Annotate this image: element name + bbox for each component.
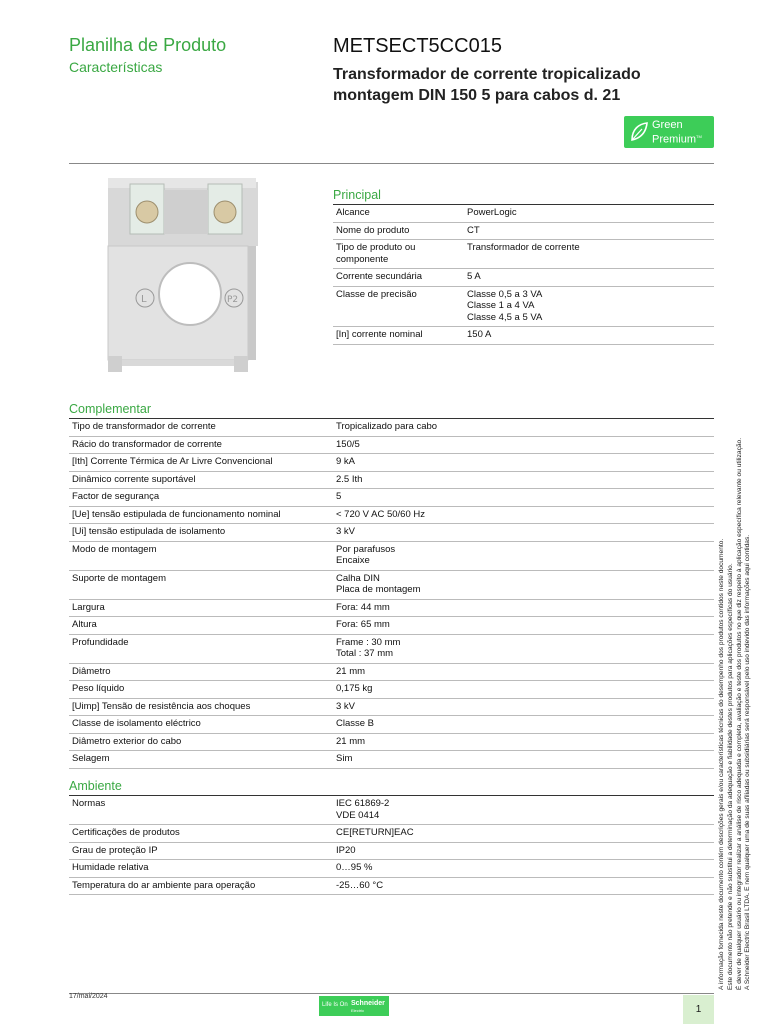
spec-value: 2.5 Ith bbox=[333, 471, 714, 489]
leaf-icon bbox=[629, 121, 649, 143]
section-title-complementar: Complementar bbox=[69, 402, 151, 416]
disclaimer-line: A Schneider Electric Brasil LTDA. E nem qualquer uma de suas afiliadas ou subsidiárias será responsável pelo uso indevido das informações aqui contidas. bbox=[744, 534, 752, 990]
disclaimer-line: A informação fornecida neste documento contém descrições gerais e/ou características técnicas do desempenho dos produtos contidos neste documento. bbox=[718, 538, 725, 990]
spec-value: 0,175 kg bbox=[333, 681, 714, 699]
spec-label: Modo de montagem bbox=[69, 541, 333, 570]
spec-row bbox=[333, 205, 714, 223]
disclaimer-line: Este documento não pretende e não substitui a determinação da adequação e fiabilidade destes produtos para aplicações específicas do usuário. bbox=[726, 563, 734, 990]
product-image bbox=[100, 170, 260, 380]
spec-row bbox=[69, 842, 714, 860]
spec-row bbox=[69, 570, 714, 599]
page-title: Planilha de Produto bbox=[69, 35, 227, 55]
spec-value: IEC 61869-2 VDE 0414 bbox=[333, 796, 714, 825]
principal-table bbox=[333, 204, 714, 345]
spec-value: Fora: 65 mm bbox=[333, 617, 714, 635]
spec-row bbox=[333, 222, 714, 240]
spec-value: 150/5 bbox=[333, 436, 714, 454]
spec-row bbox=[69, 733, 714, 751]
spec-value: 5 A bbox=[464, 269, 714, 287]
spec-value: 3 kV bbox=[333, 524, 714, 542]
spec-row bbox=[69, 681, 714, 699]
spec-row bbox=[69, 617, 714, 635]
spec-label: Diâmetro bbox=[69, 663, 333, 681]
spec-value: Classe 0,5 a 3 VA Classe 1 a 4 VA Classe 4,5 a 5 VA bbox=[464, 286, 714, 327]
spec-label: [Uimp] Tensão de resistência aos choques bbox=[69, 698, 333, 716]
spec-row bbox=[333, 269, 714, 287]
spec-row bbox=[69, 825, 714, 843]
spec-row bbox=[333, 240, 714, 269]
spec-row bbox=[69, 599, 714, 617]
spec-value: 21 mm bbox=[333, 663, 714, 681]
spec-value: Frame : 30 mm Total : 37 mm bbox=[333, 634, 714, 663]
header-divider bbox=[69, 163, 714, 164]
spec-value: PowerLogic bbox=[464, 205, 714, 223]
spec-value: Transformador de corrente bbox=[464, 240, 714, 269]
spec-value: CE[RETURN]EAC bbox=[333, 825, 714, 843]
spec-row bbox=[69, 663, 714, 681]
spec-label: Temperatura do ar ambiente para operação bbox=[69, 877, 333, 895]
spec-row bbox=[333, 286, 714, 327]
spec-label: Profundidade bbox=[69, 634, 333, 663]
spec-value: < 720 V AC 50/60 Hz bbox=[333, 506, 714, 524]
spec-label: Corrente secundária bbox=[333, 269, 464, 287]
logo-brand-2: Electric bbox=[351, 1008, 365, 1013]
header-right bbox=[333, 34, 713, 106]
spec-label: [Ui] tensão estipulada de isolamento bbox=[69, 524, 333, 542]
spec-label: Humidade relativa bbox=[69, 860, 333, 878]
description-line-2: montagem DIN 150 5 para cabos d. 21 bbox=[333, 87, 621, 104]
spec-label: Selagem bbox=[69, 751, 333, 769]
logo-tagline: Life Is On bbox=[322, 1002, 348, 1008]
spec-label: Diâmetro exterior do cabo bbox=[69, 733, 333, 751]
spec-label: [Ith] Corrente Térmica de Ar Livre Convencional bbox=[69, 454, 333, 472]
spec-value: Calha DIN Placa de montagem bbox=[333, 570, 714, 599]
disclaimer-line: É dever de qualquer usuário ou integrador realizar a análise de risco adequada e completa, avaliação e teste dos produtos no que diz respeito à aplicação específica relevante ou utilização. bbox=[735, 437, 743, 990]
section-title-ambiente: Ambiente bbox=[69, 779, 122, 793]
spec-value: Fora: 44 mm bbox=[333, 599, 714, 617]
badge-tm: TM bbox=[696, 134, 702, 139]
spec-row bbox=[69, 506, 714, 524]
spec-value: Tropicalizado para cabo bbox=[333, 419, 714, 437]
spec-row bbox=[69, 860, 714, 878]
spec-label: Classe de precisão bbox=[333, 286, 464, 327]
product-reference: METSECT5CC015 bbox=[333, 35, 502, 57]
spec-label: Suporte de montagem bbox=[69, 570, 333, 599]
complementar-table bbox=[69, 418, 714, 769]
green-premium-badge bbox=[624, 116, 714, 148]
spec-value: CT bbox=[464, 222, 714, 240]
spec-label: Grau de proteção IP bbox=[69, 842, 333, 860]
spec-label: Tipo de produto ou componente bbox=[333, 240, 464, 269]
spec-row bbox=[69, 489, 714, 507]
spec-label: Classe de isolamento eléctrico bbox=[69, 716, 333, 734]
spec-row bbox=[69, 634, 714, 663]
spec-label: [In] corrente nominal bbox=[333, 327, 464, 345]
spec-label: [Ue] tensão estipulada de funcionamento nominal bbox=[69, 506, 333, 524]
schneider-logo bbox=[319, 996, 389, 1016]
product-description bbox=[333, 64, 713, 106]
spec-label: Certificações de produtos bbox=[69, 825, 333, 843]
footer-divider bbox=[69, 993, 714, 994]
spec-label: Largura bbox=[69, 599, 333, 617]
spec-row bbox=[69, 796, 714, 825]
footer-date: 17/mai/2024 bbox=[69, 993, 108, 1000]
description-line-1: Transformador de corrente tropicalizado bbox=[333, 66, 641, 83]
section-title-principal: Principal bbox=[333, 188, 381, 202]
spec-row bbox=[69, 751, 714, 769]
page-number: 1 bbox=[683, 995, 714, 1024]
svg-text:P2: P2 bbox=[227, 295, 239, 305]
spec-value: Classe B bbox=[333, 716, 714, 734]
spec-value: 150 A bbox=[464, 327, 714, 345]
spec-value: 0…95 % bbox=[333, 860, 714, 878]
spec-row bbox=[69, 877, 714, 895]
spec-value: 3 kV bbox=[333, 698, 714, 716]
page-subtitle: Características bbox=[69, 59, 163, 75]
spec-value: 21 mm bbox=[333, 733, 714, 751]
spec-value: IP20 bbox=[333, 842, 714, 860]
spec-row bbox=[69, 471, 714, 489]
spec-row bbox=[69, 524, 714, 542]
logo-brand: Schneider bbox=[351, 1000, 385, 1007]
spec-row bbox=[69, 419, 714, 437]
spec-label: Factor de segurança bbox=[69, 489, 333, 507]
badge-line-2 bbox=[652, 131, 702, 146]
svg-text:L: L bbox=[141, 294, 147, 305]
spec-value: -25…60 °C bbox=[333, 877, 714, 895]
spec-label: Rácio do transformador de corrente bbox=[69, 436, 333, 454]
ambiente-table bbox=[69, 795, 714, 895]
spec-value: Por parafusos Encaixe bbox=[333, 541, 714, 570]
badge-premium: Premium bbox=[652, 133, 697, 146]
spec-label: Alcance bbox=[333, 205, 464, 223]
spec-row bbox=[69, 454, 714, 472]
spec-label: Normas bbox=[69, 796, 333, 825]
spec-value: Sim bbox=[333, 751, 714, 769]
spec-row bbox=[69, 436, 714, 454]
spec-label: Altura bbox=[69, 617, 333, 635]
disclaimer bbox=[718, 350, 762, 990]
spec-row bbox=[69, 541, 714, 570]
spec-value: 9 kA bbox=[333, 454, 714, 472]
spec-row bbox=[333, 327, 714, 345]
spec-row bbox=[69, 716, 714, 734]
header-left bbox=[69, 34, 226, 75]
spec-label: Peso líquido bbox=[69, 681, 333, 699]
badge-line-1: Green bbox=[652, 119, 683, 131]
spec-label: Tipo de transformador de corrente bbox=[69, 419, 333, 437]
spec-row bbox=[69, 698, 714, 716]
spec-value: 5 bbox=[333, 489, 714, 507]
spec-label: Dinâmico corrente suportável bbox=[69, 471, 333, 489]
spec-label: Nome do produto bbox=[333, 222, 464, 240]
